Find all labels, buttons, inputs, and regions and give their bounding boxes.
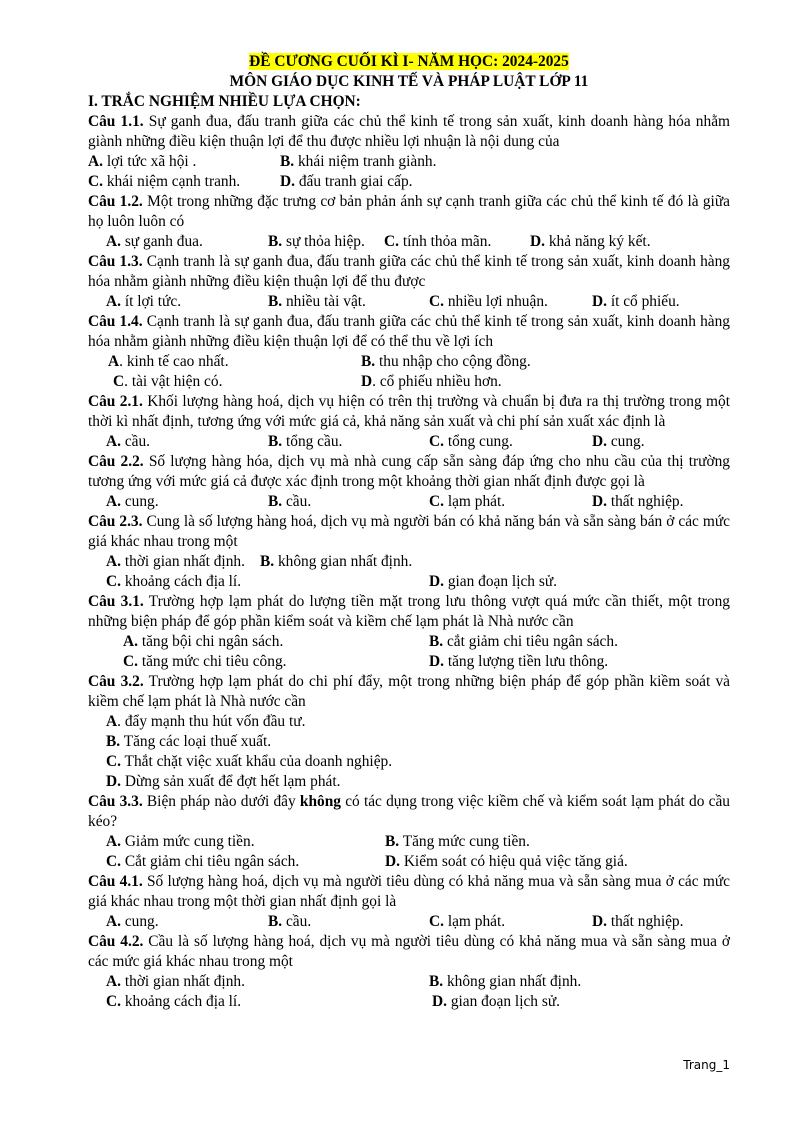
option-c: C. khái niệm cạnh tranh.	[88, 173, 241, 190]
option-a: A. Giảm mức cung tiền.	[106, 833, 255, 850]
question-4-2: Câu 4.2. Cầu là số lượng hàng hoá, dịch vụ mà người tiêu dùng có khả năng mua và sẵn sàng mua ở các mức giá khác nhau trong một	[88, 933, 730, 970]
option-d: D. Dừng sản xuất để đợt hết lạm phát.	[106, 773, 341, 790]
option-a: A. lợi tức xã hội .	[88, 153, 197, 170]
question-2-1: Câu 2.1. Khối lượng hàng hoá, dịch vụ hiện có trên thị trường và chuẩn bị đưa ra thị trường trong một thời kì nhất định, tương ứng với mức giá cả, khả năng sản xuất và chi phí sản xuất xác định là	[88, 393, 730, 430]
options-row	[88, 852, 730, 872]
option-d: D. thất nghiệp.	[592, 913, 684, 930]
option-b: B. cầu.	[268, 493, 312, 510]
options-row	[88, 552, 730, 572]
options-row	[88, 632, 730, 652]
option-d: D. cổ phiếu nhiều hơn.	[361, 373, 502, 390]
question-1-3: Câu 1.3. Cạnh tranh là sự ganh đua, đấu tranh giữa các chủ thể kinh tế trong sản xuất, kinh doanh hàng hóa nhằm giành những điều kiện thuận lợi để thu được	[88, 253, 730, 290]
options-row	[88, 992, 730, 1012]
options-row	[88, 292, 730, 312]
option-a: A. thời gian nhất định.	[106, 973, 245, 990]
options-row	[88, 172, 730, 192]
option-a: A. thời gian nhất định.	[106, 553, 245, 570]
option-b: B. khái niệm tranh giành.	[280, 153, 437, 170]
option-c: C. tính thỏa mãn.	[384, 233, 492, 250]
option-a: A. cung.	[106, 913, 159, 930]
option-b: B. Tăng các loại thuế xuất.	[106, 733, 272, 750]
option-d: D. cung.	[592, 433, 645, 450]
option-c: C. Thắt chặt việc xuất khẩu của doanh nghiệp.	[106, 753, 393, 770]
option-d: D. gian đoạn lịch sử.	[432, 993, 561, 1010]
option-a: A. tăng bội chi ngân sách.	[123, 633, 284, 650]
document-title: ĐỀ CƯƠNG CUỐI KÌ I- NĂM HỌC: 2024-2025	[249, 53, 569, 70]
option-d: D. đấu tranh giai cấp.	[280, 173, 413, 190]
document-subtitle: MÔN GIÁO DỤC KINH TẾ VÀ PHÁP LUẬT LỚP 11	[229, 73, 589, 90]
options-row	[88, 232, 730, 252]
options-row	[88, 832, 730, 852]
option-b: B. nhiều tài vật.	[268, 293, 366, 310]
option-c: C. khoảng cách địa lí.	[106, 993, 242, 1010]
option-a: A. cầu.	[106, 433, 151, 450]
option-d: D. thất nghiệp.	[592, 493, 684, 510]
options-row	[88, 572, 730, 592]
option-a: A. đẩy mạnh thu hút vốn đầu tư.	[106, 713, 306, 730]
option-d: D. gian đoạn lịch sử.	[429, 573, 558, 590]
option-c: C. nhiều lợi nhuận.	[429, 293, 548, 310]
question-1-1: Câu 1.1. Sự ganh đua, đấu tranh giữa các chủ thể kinh tế trong sản xuất, kinh doanh hàng hóa nhằm giành những điều kiện thuận lợi để thu được nhiều lợi nhuận là nội dung của	[88, 113, 730, 150]
question-1-2: Câu 1.2. Một trong những đặc trưng cơ bản phản ánh sự cạnh tranh giữa các chủ thể kinh tế đó là giữa họ luôn luôn có	[88, 193, 730, 230]
page-number: Trang_1	[683, 1058, 730, 1072]
option-c: C. khoảng cách địa lí.	[106, 573, 242, 590]
option-d: D. ít cổ phiếu.	[592, 293, 680, 310]
options-row	[88, 352, 730, 372]
option-c: C. tài vật hiện có.	[113, 373, 223, 390]
option-c: C. lạm phát.	[429, 493, 506, 510]
option-b: B. cắt giảm chi tiêu ngân sách.	[429, 633, 618, 650]
option-b: B. Tăng mức cung tiền.	[385, 833, 530, 850]
option-c: C. lạm phát.	[429, 913, 506, 930]
section-heading: I. TRẮC NGHIỆM NHIỀU LỰA CHỌN:	[88, 93, 361, 110]
options-row	[88, 432, 730, 452]
option-d: D. Kiểm soát có hiệu quả việc tăng giá.	[385, 853, 628, 870]
question-2-2: Câu 2.2. Số lượng hàng hóa, dịch vụ mà nhà cung cấp sẵn sàng đáp ứng cho nhu cầu của thị trường tương ứng với mức giá cả được xác định trong một khoảng thời gian nhất định được gọi là	[88, 453, 730, 490]
question-3-3: Câu 3.3. Biện pháp nào dưới đây không có tác dụng trong việc kiềm chế và kiểm soát lạm phát do cầu kéo?	[88, 793, 730, 830]
option-b: B. tổng cầu.	[268, 433, 343, 450]
question-2-3: Câu 2.3. Cung là số lượng hàng hoá, dịch vụ mà người bán có khả năng bán và sẵn sàng bán ở các mức giá khác nhau trong một	[88, 513, 730, 550]
options-row	[88, 152, 730, 172]
option-a: A. cung.	[106, 493, 159, 510]
options-row	[88, 372, 730, 392]
options-row	[88, 652, 730, 672]
option-b: B. cầu.	[268, 913, 312, 930]
question-3-1: Câu 3.1. Trường hợp lạm phát do lượng tiền mặt trong lưu thông vượt quá mức cần thiết, một trong những biện pháp để góp phần kiểm soát và kiềm chế lạm phát là Nhà nước cần	[88, 593, 730, 630]
option-d: D. khả năng ký kết.	[530, 233, 651, 250]
option-a: A. kinh tế cao nhất.	[108, 353, 229, 370]
options-row	[88, 492, 730, 512]
question-4-1: Câu 4.1. Số lượng hàng hoá, dịch vụ mà người tiêu dùng có khả năng mua và sẵn sàng mua ở các mức giá khác nhau trong một thời gian nhất định gọi là	[88, 873, 730, 910]
options-row	[88, 912, 730, 932]
option-c: C. tăng mức chi tiêu công.	[123, 653, 287, 670]
question-1-4: Câu 1.4. Cạnh tranh là sự ganh đua, đấu tranh giữa các chủ thể kinh tế trong sản xuất, kinh doanh hàng hóa nhằm giành những điều kiện thuận lợi để có thể thu về lợi ích	[88, 313, 730, 350]
option-c: C. tổng cung.	[429, 433, 513, 450]
option-c: C. Cắt giảm chi tiêu ngân sách.	[106, 853, 300, 870]
option-b: B. sự thỏa hiệp.	[268, 233, 365, 250]
options-row	[88, 972, 730, 992]
option-a: A. ít lợi tức.	[106, 293, 182, 310]
option-a: A. sự ganh đua.	[106, 233, 203, 250]
option-b: B. thu nhập cho cộng đồng.	[361, 353, 531, 370]
document-page	[88, 52, 730, 1012]
question-3-2: Câu 3.2. Trường hợp lạm phát do chi phí đẩy, một trong những biện pháp để góp phần kiềm soát và kiềm chế lạm phát là Nhà nước cần	[88, 673, 730, 710]
option-b: B. không gian nhất định.	[429, 973, 582, 990]
option-d: D. tăng lượng tiền lưu thông.	[429, 653, 609, 670]
option-b: B. không gian nhất định.	[260, 553, 413, 570]
